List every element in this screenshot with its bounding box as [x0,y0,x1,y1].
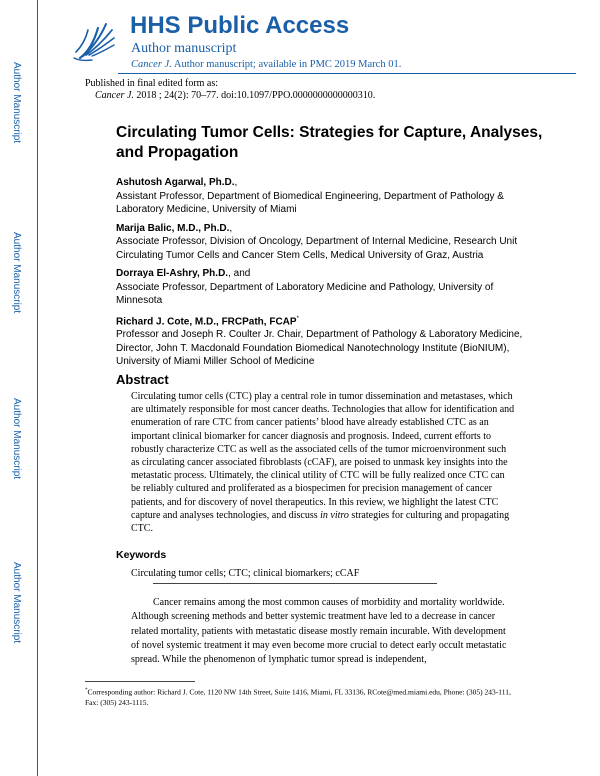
author-name: Richard J. Cote, M.D., FRCPath, FCAP [116,315,297,327]
published-label: Published in final edited form as: [85,78,219,89]
section-divider [153,583,437,584]
author-affiliation: Assistant Professor, Department of Biomedical Engineering, Department of Pathology & Laboratory Medicine, University of Miami [116,190,504,215]
author-suffix: , and [228,268,251,279]
keywords-text: Circulating tumor cells; CTC; clinical biomarkers; cCAF [131,568,360,579]
side-label-author-manuscript: Author Manuscript [11,398,22,480]
author-name: Ashutosh Agarwal, Ph.D. [116,177,235,188]
header-rule [118,73,576,74]
citation-journal: Cancer J. [95,90,134,101]
margin-rule [37,0,38,776]
abstract-heading: Abstract [116,372,169,387]
availability-journal[interactable]: Cancer J. [131,59,172,70]
keywords-heading: Keywords [116,549,167,561]
footnote-marker: * [85,688,88,693]
author-list [116,176,536,374]
header-title: HHS Public Access [130,12,350,39]
footnote-rule [85,681,195,682]
corresponding-author-marker[interactable]: * [296,315,299,322]
side-label-author-manuscript: Author Manuscript [11,62,22,144]
body-paragraph: Cancer remains among the most common causes of morbidity and mortality worldwide. Although screening methods and better systemic treatment have led to a decrease in cancer related mortality, patients with metastatic disease mostly remain incurable. With development of novel systemic treatment it may even become more crucial to detect early occult metastatic spread. While the phenomenon of lymphatic tumor spread is independent, [131,597,507,666]
citation-text[interactable]: 2018 ; 24(2): 70–77. doi:10.1097/PPO.0000000000000310. [136,90,376,101]
footnote [85,686,515,708]
author-entry [116,313,536,369]
author-name: Dorraya El-Ashry, Ph.D. [116,268,229,279]
author-suffix: , [234,177,238,188]
availability-text: Author manuscript; available in PMC 2019 March 01. [173,59,402,70]
availability-line [131,58,401,71]
abstract-text: Circulating tumor cells (CTC) play a central role in tumor dissemination and metastases, which are ultimately responsible for most cancer deaths. Technologies that allow for identification and enumeration of rare CTC from cancer patients’ blood have already established CTC as an important clinical biomarker for cancer diagnosis and prognosis. Indeed, current efforts to robustly characterize CTC as well as the associated cells of the tumor microenvironment such as circulating cancer associated fibroblasts (cCAF), are poised to unmask key insights into the metastatic process. Ultimately, the clinical utility of CTC will be fully realized once CTC can be reliably cultured and proliferated as a biospecimen for precision management of cancer patients, and for discovery of novel therapeutics. In this review, we highlight the latest CTC capture and analyses technologies, and discuss in vitro strategies for culturing and propagating CTC. [131,391,515,535]
author-affiliation: Associate Professor, Division of Oncology, Department of Internal Medicine, Research Unit Circulating Tumor Cells and Cancer Stem Cells, Medical University of Graz, Austria [116,236,518,261]
side-label-author-manuscript: Author Manuscript [11,232,22,314]
author-entry [116,176,536,217]
author-entry [116,267,536,308]
citation-line [95,90,375,102]
footnote-text: Corresponding author: Richard J. Cote, 1120 NW 14th Street, Suite 1416, Miami, FL 33136, RCote@med.miami.edu, Phone: (305) 243-111, Fax: (305) 243-1115. [85,687,511,707]
manuscript-label: Author manuscript [131,41,237,56]
author-affiliation: Professor and Joseph R. Coulter Jr. Chair, Department of Pathology & Laboratory Medicine, Director, John T. Macdonald Foundation Biomedical Nanotechnology Institute (BioNIUM), University of Miami Miller School of Medicine [116,329,523,368]
author-name: Marija Balic, M.D., Ph.D. [116,222,230,234]
side-label-author-manuscript: Author Manuscript [11,562,22,644]
hhs-eagle-logo-icon [72,14,116,64]
article-title: Circulating Tumor Cells: Strategies for Capture, Analyses, and Propagation [116,124,543,161]
author-affiliation: Associate Professor, Department of Laboratory Medicine and Pathology, University of Minnesota [116,281,494,306]
author-entry [116,222,536,263]
author-suffix: , [229,222,233,234]
